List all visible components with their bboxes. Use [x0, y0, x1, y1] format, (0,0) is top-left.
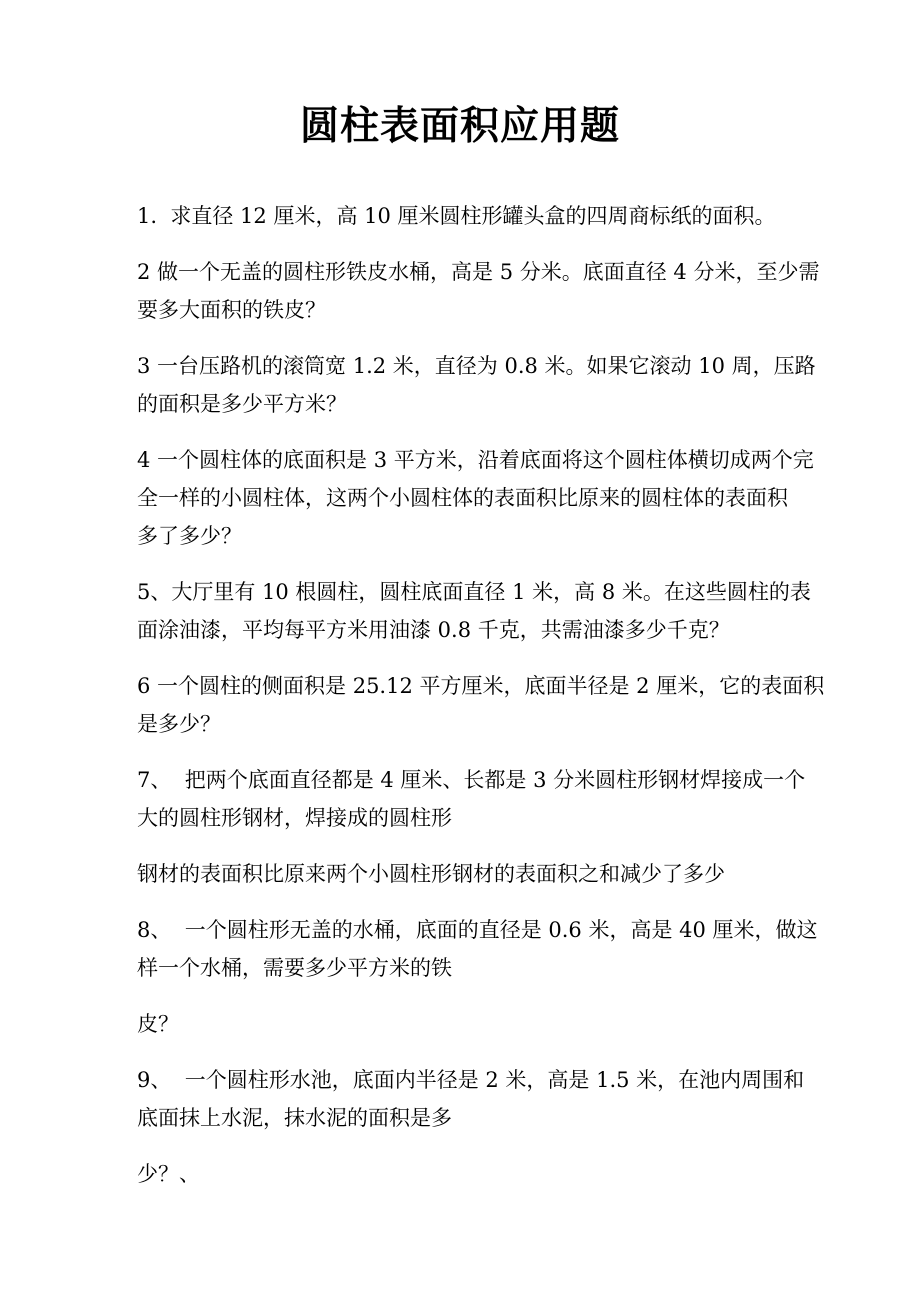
problem-8-continued: [137, 1005, 797, 1043]
problem-1-line-1: 1. 求直径 12 厘米，高 10 厘米圆柱形罐头盒的四周商标纸的面积。: [137, 204, 776, 228]
problem-3-line-1: 3 一台压路机的滚筒宽 1.2 米，直径为 0.8 米。如果它滚动 10 周，压路: [137, 354, 816, 378]
problem-2-line-2: 要多大面积的铁皮？: [137, 298, 326, 322]
problem-7-continued-line-1: 钢材的表面积比原来两个小圆柱形钢材的表面积之和减少了多少: [137, 862, 725, 886]
problem-2: [137, 253, 820, 329]
problem-4-line-3: 多了多少？: [137, 524, 242, 548]
problem-4-line-2: 全一样的小圆柱体，这两个小圆柱体的表面积比原来的圆柱体的表面积: [137, 486, 788, 510]
problem-8-line-2: 样一个水桶，需要多少平方米的铁: [137, 956, 452, 980]
problem-9: [137, 1061, 805, 1137]
problem-5-line-2: 面涂油漆，平均每平方米用油漆 0.8 千克，共需油漆多少千克？: [137, 618, 730, 642]
problem-3: [137, 347, 816, 423]
problem-7-line-2: 大的圆柱形钢材，焊接成的圆柱形: [137, 806, 452, 830]
problem-8-line-1: 8、 一个圆柱形无盖的水桶，底面的直径是 0.6 米，高是 40 厘米，做这: [137, 918, 818, 942]
problem-9-continued: [137, 1155, 797, 1193]
problem-9-line-2: 底面抹上水泥，抹水泥的面积是多: [137, 1106, 452, 1130]
problem-9-line-1: 9、 一个圆柱形水池，底面内半径是 2 米，高是 1.5 米，在池内周围和: [137, 1068, 805, 1092]
problem-1: [137, 197, 797, 235]
problem-6: [137, 667, 825, 743]
document-body: [137, 197, 825, 1211]
problem-9-continued-line-1: 少？、: [137, 1162, 200, 1186]
problem-7: [137, 761, 806, 837]
problem-5: [137, 573, 811, 649]
problem-8: [137, 911, 818, 987]
problem-4-line-1: 4 一个圆柱体的底面积是 3 平方米，沿着底面将这个圆柱体横切成两个完: [137, 448, 814, 472]
problem-7-line-1: 7、 把两个底面直径都是 4 厘米、长都是 3 分米圆柱形钢材焊接成一个: [137, 768, 806, 792]
problem-3-line-2: 的面积是多少平方米？: [137, 392, 347, 416]
problem-8-continued-line-1: 皮？: [137, 1012, 179, 1036]
document-title: 圆柱表面积应用题: [299, 103, 620, 149]
problem-6-line-2: 是多少？: [137, 712, 221, 736]
problem-6-line-1: 6 一个圆柱的侧面积是 25.12 平方厘米，底面半径是 2 厘米，它的表面积: [137, 674, 825, 698]
problem-5-line-1: 5、大厅里有 10 根圆柱，圆柱底面直径 1 米，高 8 米。在这些圆柱的表: [137, 580, 811, 604]
problem-2-line-1: 2 做一个无盖的圆柱形铁皮水桶，高是 5 分米。底面直径 4 分米，至少需: [137, 260, 820, 284]
problem-7-continued: [137, 855, 797, 893]
problem-4: [137, 441, 814, 555]
